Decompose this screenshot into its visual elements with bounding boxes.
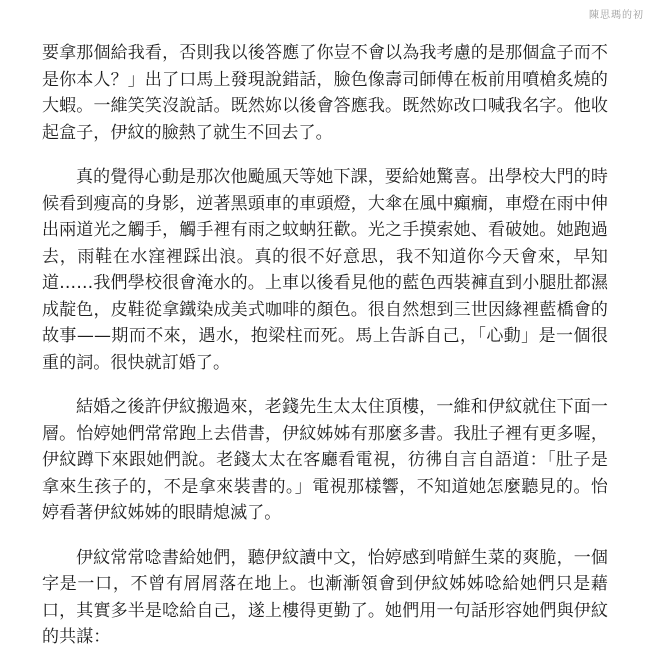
running-header: 陳思瑪的初	[589, 10, 644, 21]
paragraph-4: 伊紋常常唸書給她們，聽伊紋讀中文，怡婷感到啃鮮生菜的爽脆，一個字是一口，不曾有屑屑落在地上。也漸漸領會到伊紋姊姊唸給她們只是藉口，其實多半是唸給自己，遂上樓得更勤了。她們用一句話形容她們與伊紋的共謀：	[42, 547, 608, 647]
page-body	[42, 40, 608, 669]
paragraph-2: 真的覺得心動是那次他颱風天等她下課，要給她驚喜。出學校大門的時候看到瘦高的身影，逆著黑頭車的車頭燈，大傘在風中癲癇，車燈在雨中伸出兩道光之觸手，觸手裡有雨之蚊蚋狂歡。光之手摸索她、看破她。她跑過去，雨鞋在水窪裡踩出浪。真的很不好意思，我不知道你今天會來，早知道……我們學校很會淹水的。上車以後看見他的藍色西裝褲直到小腿肚都濕成靛色，皮鞋從拿鐵染成美式咖啡的顏色。很自然想到三世因緣裡藍橋會的故事——期而不來，遇水，抱梁柱而死。馬上告訴自己，「心動」是一個很重的詞。很快就訂婚了。	[42, 167, 608, 373]
paragraph-3: 結婚之後許伊紋搬過來，老錢先生太太住頂樓，一維和伊紋就住下面一層。怡婷她們常常跑上去借書，伊紋姊姊有那麼多書。我肚子裡有更多喔，伊紋蹲下來跟她們說。老錢太太在客廳看電視，彷彿自言自語道：「肚子是拿來生孩子的，不是拿來裝書的。」電視那樣響，不知道她怎麼聽見的。怡婷看著伊紋姊姊的眼睛熄滅了。	[42, 397, 608, 523]
paragraph-1: 要拿那個給我看，否則我以後答應了你豈不會以為我考慮的是那個盒子而不是你本人？」出了口馬上發現說錯話，臉色像壽司師傅在板前用噴槍炙燒的大蝦。一維笑笑沒說話。既然妳以後會答應我。既然妳改口喊我名字。他收起盒子，伊紋的臉熱了就生不回去了。	[42, 43, 608, 143]
